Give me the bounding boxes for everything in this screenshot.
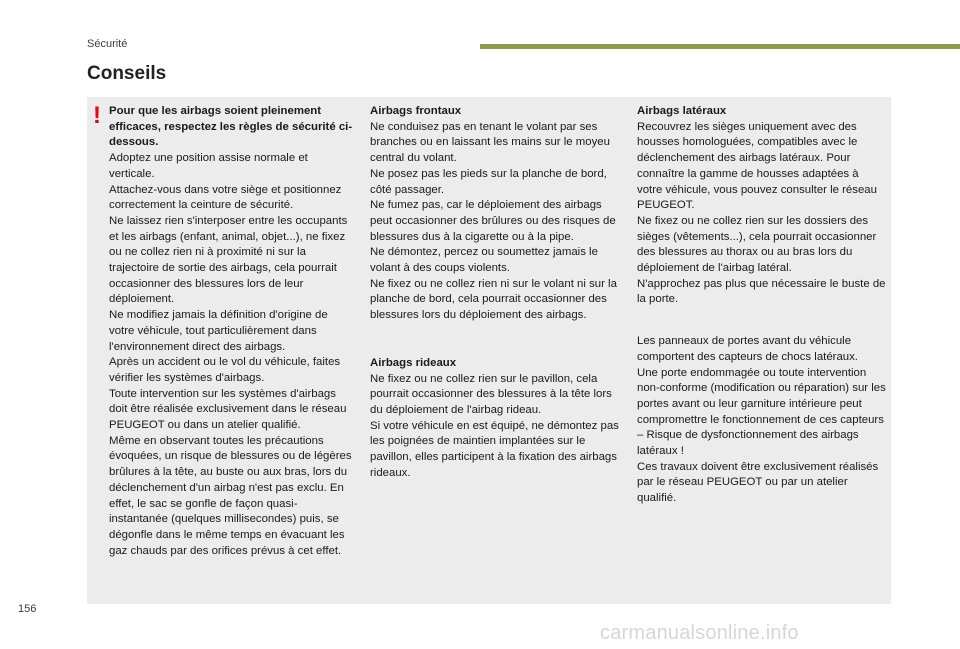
frontal-line: Ne fumez pas, car le déploiement des airbags peut occasionner des brûlures ou des risques de blessures dus à la cigarette ou à la pipe. [370,199,616,243]
rule-line: Même en observant toutes les précautions évoquées, un risque de blessures ou de légères brûlures à la tête, au buste ou aux bras, lors du déclenchement d'un airbag n'est pas exclu. En effet, le sac se gonfle de façon quasi-instantanée (quelques millisecondes) puis, se dégonfle dans le même temps en évacuant les gaz chauds par des orifices prévus à cet effet. [109,434,352,557]
rule-line: Toute intervention sur les systèmes d'airbags doit être réalisée exclusivement dans le réseau PEUGEOT ou dans un atelier qualifié. [109,387,347,432]
curtain-heading: Airbags rideaux [370,356,457,369]
page-title: Conseils [87,63,167,84]
doors-line: Ces travaux doivent être exclusivement réalisés par le réseau PEUGEOT ou par un atelier qualifié. [637,460,879,505]
frontal-heading: Airbags frontaux [370,105,462,117]
lateral-line: Recouvrez les sièges uniquement avec des housses homologuées, compatibles avec le déclenchement des airbags latéraux. Pour connaître la gamme de housses adaptées à votre véhicule, vous pouvez consulter le réseau PEUGEOT. [637,120,877,212]
rule-line: Après un accident ou le vol du véhicule, faites vérifier les systèmes d'airbags. [109,356,341,384]
rule-line: Ne laissez rien s'interposer entre les occupants et les airbags (enfant, animal, objet...), ne fixez ou ne collez rien ni à proximité ni sur la trajectoire de sortie des airbags, cela pourrait occasionner des blessures lors de leur déploiement. [109,214,348,306]
frontal-line: Ne conduisez pas en tenant le volant par ses branches ou en laissant les mains sur le moyeu central du volant. [370,120,610,165]
section-label: Sécurité [87,38,128,50]
frontal-line: Ne démontez, percez ou soumettez jamais le volant à des coups violents. [370,246,598,275]
intro-text: Pour que les airbags soient pleinement efficaces, respectez les règles de sécurité ci-dessous. [109,105,353,149]
rule-line: Ne modifiez jamais la définition d'origine de votre véhicule, tout particulièrement dans l'environnement direct des airbags. [109,309,328,353]
rule-line: Attachez-vous dans votre siège et positionnez correctement la ceinture de sécurité. [109,183,342,212]
lateral-line: Ne fixez ou ne collez rien sur les dossiers des sièges (vêtements...), cela pourrait occasionner des blessures au thorax ou au bras lors du déploiement de l'airbag latéral. [637,214,877,275]
doors-line: Les panneaux de portes avant du véhicule comportent des capteurs de chocs latéraux. [637,335,858,363]
frontal-line: Ne fixez ou ne collez rien ni sur le volant ni sur la planche de bord, cela pourrait occasionner des blessures lors du déploiement des airbags. [370,277,617,322]
curtain-line: Si votre véhicule en est équipé, ne démontez pas les poignées de maintien implantées sur le pavillon, elles participent à la fixation des airbags rideaux. [370,419,619,479]
column-lateral [637,104,887,507]
column-frontal-curtain [370,104,620,481]
section-accent-bar [480,44,960,49]
doors-line: Une porte endommagée ou toute intervention non-conforme (modification ou réparation) sur les portes avant ou leur garniture intérieure peut compromettre le fonctionnement de ces capteurs – Risque de dysfonctionnement des airbags latéraux ! [637,366,886,458]
exclamation-icon: ! [93,102,101,129]
lateral-line: N'approchez pas plus que nécessaire le buste de la porte. [637,277,886,306]
page-number: 156 [18,603,37,615]
frontal-line: Ne posez pas les pieds sur la planche de bord, côté passager. [370,167,607,196]
column-general-rules [109,104,355,559]
watermark: carmanualsonline.info [600,622,799,644]
lateral-heading: Airbags latéraux [637,105,727,117]
curtain-line: Ne fixez ou ne collez rien sur le pavillon, cela pourrait occasionner des blessures à la tête lors du déploiement de l'airbag rideau. [370,372,612,416]
rule-line: Adoptez une position assise normale et verticale. [109,152,308,180]
